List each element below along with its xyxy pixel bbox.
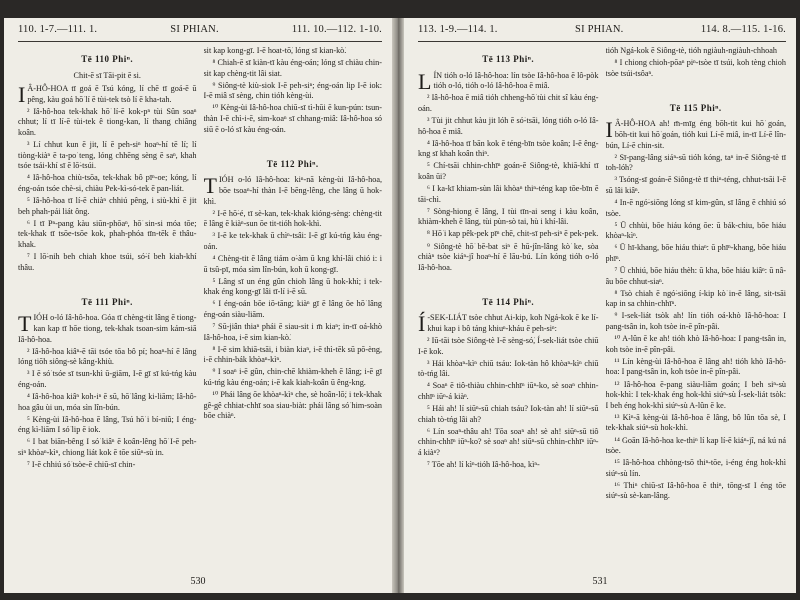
verse-paragraph: ⁶ I éng-oán bōe iō-tāng; kiàⁿ gī ē lâng ōe hō͘ lâng éng-oán siàu-liām. bbox=[203, 299, 382, 319]
section-spacer bbox=[204, 137, 383, 151]
verse-text: IÓH o-ló Iâ-hô-hoa. Góa tī chèng-tit lâng ē tiong-kan kap tī hōe tiong, tek-khak tsoan-sim kám-siā Iâ-hô-hoa. bbox=[18, 313, 197, 344]
verse-paragraph: ³ Tùi jit chhut kàu jit lóh ē só͘-tsāi, lóng tióh o-ló Iâ-hô-hoa ē miâ. bbox=[418, 115, 599, 136]
verse-paragraph: ⁶ I ka-kī khiam-sùn lâi khòaⁿ thiⁿ-téng kap tōe-bīn ē tāi-chì. bbox=[418, 184, 599, 204]
section-spacer bbox=[418, 275, 599, 289]
verse-paragraph: sit kap kong-gī. I-ē hoat-tō͘, lóng sī kian-kò͘. bbox=[203, 46, 347, 55]
verse-text: Â-HÔ-HOA ah! m̄-mīg éng bōh-tit kui hō͘ goán, bōh-tit kui hō͘ goán, tióh kui Lí-ē miâ, in-tī Lí-ē lîn-bún, Lí-ē chin-sit. bbox=[605, 119, 786, 150]
verse-paragraph: ¹¹ Lín kèng-ùi Iâ-hô-hoa ē lâng ah! tióh khò Iâ-hô-hoa: I pang-tsân in, koh tsòe in-ē pîn-pâi. bbox=[605, 356, 786, 377]
right-column-1 bbox=[418, 46, 599, 571]
right-running-header bbox=[418, 24, 786, 40]
left-running-header bbox=[18, 24, 382, 40]
drop-cap-letter: L bbox=[418, 68, 432, 94]
verse-paragraph: ⁹ I-sek-liát tsòk ah! lín tióh oá-khò Iâ-hô-hoa: I pang-tsân in, koh tsòe in-ē pîn-pâi. bbox=[605, 311, 786, 332]
verse-paragraph: ³ Lí chhut kun ē jit, lí ē peh-siⁿ hoaⁿ-hí tē lí; lí tiòng-kiàⁿ ē ta-po͘ teng, lóng chhēng sèng ē saⁿ, khah tsóe tsái-khí sī ē lō͘-tsúi. bbox=[18, 140, 197, 171]
verse-paragraph: ⁷ Sū-jiân thiaⁿ phái ē siau-sit i m̄ kiaⁿ; in-tī oá-khò Iâ-hô-hoa, i-ē sim kian-kò͘. bbox=[203, 322, 382, 342]
left-column-1 bbox=[18, 46, 197, 571]
verse-paragraph: ⁵ Kèng-ùi Iâ-hô-hoa ē lâng, Tsú hō͘ i bí-niû; I éng-éng kì-liām I só͘ lip ē iok. bbox=[18, 414, 197, 435]
verse-paragraph: ⁵ Lâng sī un éng gûn chioh lâng ū hok-khì; i tek-khak éng kong-gī lâi tī-lí i-ē sū. bbox=[203, 276, 382, 297]
verse-paragraph: ⁴ Soaⁿ ē tiô-thiàu chhin-chhīⁿ iūⁿ-ko, sè soaⁿ chhin-chhīⁿ iūⁿ-á kiàⁿ. bbox=[418, 381, 599, 402]
verse-paragraph-opening bbox=[18, 82, 197, 108]
right-page bbox=[404, 18, 796, 593]
verse-paragraph: ² Sī-pang-lâng siáⁿ-sū tióh kóng, taⁿ in-ē Siông-tè tī toh-lóh? bbox=[605, 152, 786, 173]
verse-paragraph: ⁵ Hái ah! lí siūⁿ-sū chiah tsáu? Iok-tàn ah! lí siūⁿ-sū chiah tò-tńg lâi ah? bbox=[418, 404, 599, 424]
verse-paragraph: ⁶ Lín soaⁿ-thâu ah! Tōa soaⁿ ah! sè ah! siūⁿ-sū tiô chhin-chhīⁿ iūⁿ-ko? sè soaⁿ ah! siūⁿ-sū chhin-chhīⁿ iūⁿ-á kiàⁿ? bbox=[418, 426, 599, 457]
verse-paragraph: tióh Ngá-kok ē Siông-tè, tióh ngiàuh-ngiàuh-chhoah bbox=[605, 46, 777, 55]
left-header-verse-range-end: 111. 10.—112. 1-10. bbox=[291, 24, 382, 35]
psalm-heading: Tē 112 Phiⁿ. bbox=[266, 158, 319, 169]
verse-text: -SEK-LIÁT tsòe chhut Ai-kip, koh Ngá-kok ē ke lí-khui kap i bô táng khiuⁿ-kháu ē peh-siⁿ: bbox=[427, 313, 599, 333]
psalm-subtitle: Chit-ē sī Tāi-pit ē si. bbox=[73, 70, 141, 80]
verse-paragraph: ⁷ Ū chhiú, bōe hiáu thèh: ū kha, bōe hiáu kiâⁿ: ū nâ-âu bōe chhut-siaⁿ. bbox=[605, 266, 786, 286]
right-column-2 bbox=[606, 46, 787, 571]
right-columns bbox=[418, 46, 786, 571]
verse-paragraph: ¹⁶ Thiⁿ chiū-sī Iâ-hô-hoa ē thiⁿ, tōng-sī I éng tōe siúⁿ-sù sè-kan-lâng. bbox=[605, 480, 786, 501]
section-spacer bbox=[18, 275, 197, 289]
verse-paragraph: ⁵ Iâ-hô-hoa tī lí-ē chiàⁿ chhiú pêng, i siù-khì ē jit beh phah-pái liát ông. bbox=[18, 196, 197, 216]
verse-paragraph-opening bbox=[204, 175, 383, 207]
verse-paragraph: ¹² Iâ-hô-hoa ē-pang siàu-liām goán; I beh siⁿ-sù hok-khì: I tek-khak éng hok-khì siúⁿ-sù Í-sek-liát tsòk: I beh éng hok-khì siúⁿ-sù A-lûn ē ke. bbox=[605, 379, 786, 410]
right-header-verse-range-end: 114. 8.—115. 1-16. bbox=[700, 24, 786, 35]
drop-cap-letter: T bbox=[203, 173, 217, 199]
verse-text: ÍN tióh o-ló Iâ-hô-hoa: lín tsòe Iâ-hô-hoa ē lô-pòk tióh o-ló, tióh o-ló Iâ-hô-hoa ē miâ. bbox=[433, 70, 599, 91]
verse-paragraph: ⁹ Siông-tè kiù-siok I-ē peh-siⁿ; éng-oán lip I-ē iok: I-ē miâ sī sèng, chin tióh kèng-ùi. bbox=[203, 80, 382, 101]
verse-paragraph: ⁶ I tī Pⁿ-pang kàu siūn-phōaⁿ, hō͘ sin-si móa tōe; tek-khak tī tsōe-tsōe kok, phah-phóa tīn-tēk ē thâu-khak. bbox=[18, 218, 197, 249]
left-header-verse-range-start: 110. 1-7.—111. 1. bbox=[18, 24, 98, 35]
drop-cap-letter: Í bbox=[418, 311, 426, 337]
verse-paragraph: ⁶ I bat biān-bêng I só͘ kiâⁿ ē koân-lêng hō͘ I-ē peh-siⁿ khòaⁿ-kìⁿ, chiong liát kok ē tōe siūⁿ-sù in. bbox=[18, 437, 197, 457]
verse-paragraph: ³ I ē só͘ tsóe sī tsun-khì ū-giām, I-ē gī sī kú-tńg kàu éng-oán. bbox=[18, 369, 197, 389]
verse-paragraph: ⁴ Iâ-hô-hoa chiù-tsōa, tek-khak bô pīⁿ-oe; kóng, lí éng-oán tsóe chè-si, chiàu Pek-kì-só-tek ē pan-liát. bbox=[18, 173, 197, 194]
verse-paragraph: ³ Hái khòaⁿ-kìⁿ chiū tsáu: Iok-tàn hô khòaⁿ-kìⁿ chiū tò-tńg lâi. bbox=[418, 358, 599, 379]
verse-text: IÓH o-ló Iâ-hô-hoa: kiⁿ-nā kèng-ùi Iâ-hô-hoa, bōe tsoaⁿ-hí thàn I-ē bēng-lêng, che lâng ū hok-khì. bbox=[203, 175, 382, 206]
verse-paragraph: ⁸ I-ē sim khiā-tsāi, i biàn kiaⁿ, i-ē thì-tēk sū pō-èng, i-ē chhin-bák khòaⁿ-kìⁿ. bbox=[203, 344, 382, 365]
verse-paragraph: ⁵ Chí-tsāi chhin-chhīⁿ goán-ē Siông-tè, khiā-khí tī koân ūi? bbox=[418, 161, 599, 181]
drop-cap-letter: T bbox=[18, 311, 32, 337]
verse-paragraph: ⁷ Sòng-hiong ē lâng, I tùi tīn-ai seng i kàu koân, khiàm-kheh ē lâng, tùi pùn-sò tai, hù i khí-lâi. bbox=[418, 206, 599, 227]
verse-paragraph-opening bbox=[606, 119, 787, 151]
verse-paragraph: ¹⁰ Kèng-ùi Iâ-hô-hoa chiū-sī tì-hūi ē kun-pún: tsun-thàn I-ē chì-i-ē, sim-koaⁿ sī chhang-miâ: Iâ-hô-hoa só͘ siū ē o-ló sī kàu éng-oán. bbox=[203, 103, 382, 134]
verse-paragraph-opening bbox=[418, 68, 599, 94]
left-header-title: SI PHIAN. bbox=[170, 24, 219, 35]
verse-paragraph: ⁸ Tsò chiah ē ngó͘-siōng í-kip kò͘ in-ē lâng, sit-tsāi kap in sa chhin-chhīⁿ. bbox=[605, 288, 786, 309]
verse-paragraph: ¹⁰ Phái lâng ōe khòaⁿ-kìⁿ che, sè hoân-lō͘; i tek-khak gê-gê chhiat-chhī soa siau-biàt: phái lâng só͘ him-soàn bōe chiàⁿ. bbox=[203, 390, 382, 421]
verse-paragraph: ⁸ Chiah-ē sī kiàn-tī kàu éng-oán; lóng sī chiàu chin-sit kap chèng-tit lâi siat. bbox=[203, 58, 382, 78]
right-header-rule bbox=[418, 41, 786, 42]
right-header-verse-range-start: 113. 1-9.—114. 1. bbox=[418, 24, 498, 35]
verse-paragraph: ⁷ Tōe ah! lí kìⁿ-tióh Iâ-hô-hoa, kìⁿ- bbox=[427, 460, 540, 470]
psalm-heading: Tē 113 Phiⁿ. bbox=[482, 54, 535, 64]
right-page-number: 531 bbox=[592, 576, 608, 587]
verse-paragraph: ³ I-ē ke tek-khak ū chìⁿ-tsâi: I-ē gī kú-tńg kàu éng-oán. bbox=[203, 231, 382, 251]
verse-paragraph: ⁵ Ū chhùi, bōe hiáu kóng ōe: ū bák-chiu, bōe hiáu khòaⁿ-kìⁿ. bbox=[605, 220, 786, 241]
verse-paragraph: ¹⁰ A-lûn ē ke ah! tióh khò Iâ-hô-hoa: I pang-tsân in, koh tsòe in-ē pîn-pâi. bbox=[605, 334, 786, 354]
verse-paragraph: ¹⁴ Goān Iâ-hô-hoa ke-thiⁿ lí kap lí-ē kiáⁿ-jî, ná kú ná tsòe. bbox=[605, 435, 786, 456]
verse-paragraph: ² Iâ-hô-hoa tek-khak hō͘ lí-ē kok-pⁿ tùi Sûn soaⁿ chhut; lí tī lí-ē tùi-tek ê tiong-kan, lí thang chiâng koân. bbox=[18, 106, 197, 138]
verse-paragraph: ⁴ Iâ-hô-hoa tī bān kok ē téng-bīn tsòe koân; I-ē êng-kng sī khah koân thiⁿ. bbox=[418, 138, 599, 159]
verse-paragraph: ¹³ Kìⁿ-ā kèng-ùi Iâ-hô-hoa ē lâng, bô lûn tōa sè, I tek-khak siúⁿ-sù hok-khì. bbox=[605, 412, 786, 433]
verse-paragraph: ⁸ Hō͘ i kap pêk-pek pīⁿ chē, chit-sī peh-siⁿ ē pek-pek. bbox=[427, 229, 599, 239]
verse-paragraph: ² Iâ-hô-hoa ē miâ tióh chheng-hō͘ tùi chit sî kàu éng-oán. bbox=[418, 93, 599, 113]
verse-paragraph: ¹⁵ Iâ-hô-hoa chhòng-tsō thiⁿ-tōe, i-éng éng hok-khì siúⁿ-sù lín. bbox=[605, 458, 786, 478]
verse-paragraph: ⁹ Siông-tè hō͘ bē-bat siⁿ ē hū-jîn-lâng kò͘ ke, sòa chiàⁿ tsòe kiáⁿ-jî hoaⁿ-hí ē lāu-bú. Lín kóng tióh o-ló Iâ-hô-hoa. bbox=[418, 241, 599, 272]
book-gutter bbox=[392, 18, 404, 593]
left-header-rule bbox=[18, 41, 382, 42]
verse-paragraph: ³ Tsóng-sī goán-ē Siông-tè tī thiⁿ-téng, chhut-tsāi I-ē sū lâi kiâⁿ. bbox=[605, 175, 786, 195]
psalm-heading: Tē 114 Phiⁿ. bbox=[482, 296, 535, 307]
verse-paragraph: ⁹ I soaⁿ i-ē gûn, chin-chē khiàm-kheh ē lâng; i-ē gī kú-tńg kàu éng-oán; i-ē kak kiah-koân ū êng-kng. bbox=[203, 367, 382, 388]
verse-text: Â-HÔ-HOA tī goá ē Tsú kóng, lí chē tī goá-ē ū pêng, kàu goá hō͘ lí ē tùi-tek tsò lí ē kha-tah. bbox=[27, 84, 197, 104]
verse-paragraph: ² I-ē hō͘-é, tī sè-kan, tek-khak kióng-sèng: chèng-tit ē lâng ē kiàⁿ-sun ōe tit-tióh hok-khì. bbox=[203, 208, 382, 229]
verse-paragraph: ² Iū-tāi tsòe Siông-tè I-ē sèng-só͘, Í-sek-liát tsòe chiū I-ē kok. bbox=[418, 336, 599, 356]
verse-paragraph: ⁸ I chiong chioh-pōaⁿ piⁿ-tsòe tī tsúi, koh tèng chioh tsòe tsúi-tsôaⁿ. bbox=[605, 58, 786, 78]
verse-paragraph: ⁶ Ū hī-khang, bōe hiáu thiaⁿ: ū phīⁿ-khang, bōe hiáu phīⁿ. bbox=[605, 243, 786, 263]
section-spacer bbox=[606, 81, 787, 95]
right-header-title: SI PHIAN. bbox=[575, 24, 624, 35]
verse-paragraph: ⁷ I-ē chhiú só͘ tsòe-ē chiū-sī chin- bbox=[27, 460, 136, 470]
verse-paragraph-opening bbox=[418, 311, 599, 337]
verse-paragraph: ² Iâ-hô-hoa kiâⁿ-ē tāi tsóe tōa bô pí; hoaⁿ-hí ē lâng lóng tiōh siông-sè kâng-khiù. bbox=[18, 346, 197, 367]
left-page bbox=[4, 18, 392, 593]
left-columns bbox=[18, 46, 382, 571]
verse-paragraph: ⁷ I lō͘-nih beh chiah khoe tsúi, só͘-í beh kiah-khí thâu. bbox=[18, 252, 197, 272]
left-column-2 bbox=[204, 46, 383, 571]
verse-paragraph: ⁴ In-ē ngó͘-siōng lóng sī kim-gûn, sī lâng ē chhiú só͘ tsòe. bbox=[605, 198, 786, 218]
verse-paragraph: ⁴ Chèng-tit ē lâng tiám o͘-àm ū kng khí-lâi chió i: i ū tsû-pī, móa sìm lîn-bún, koh ū kong-gī. bbox=[203, 254, 382, 274]
left-page-number: 530 bbox=[190, 576, 206, 587]
verse-paragraph-opening bbox=[18, 313, 197, 345]
psalm-heading: Tē 111 Phiⁿ. bbox=[81, 296, 133, 307]
psalm-heading: Tē 110 Phiⁿ. bbox=[81, 54, 134, 64]
verse-paragraph: ⁴ Iâ-hô-hoa kiâⁿ koh-iⁿ ē sū, hō͘ lâng ki-liām; Iâ-hô-hoa gâu ùi un, móa sìn lîn-bún. bbox=[18, 392, 197, 412]
psalm-heading: Tē 115 Phiⁿ. bbox=[669, 102, 722, 113]
drop-cap-letter: I bbox=[605, 117, 613, 143]
drop-cap-letter: I bbox=[18, 82, 26, 108]
